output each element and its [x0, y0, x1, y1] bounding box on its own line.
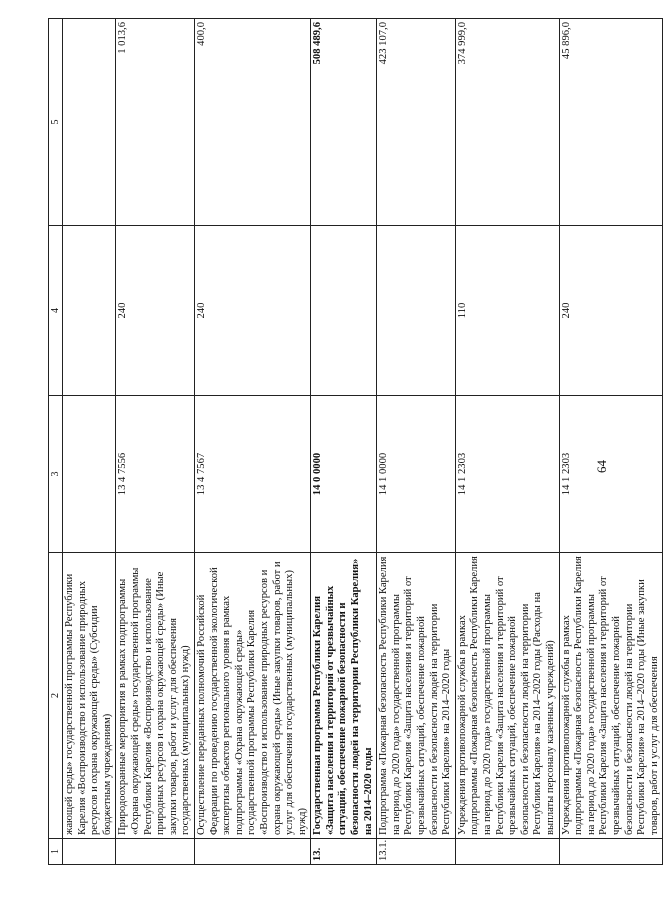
row-expense-group: 240: [559, 226, 663, 396]
row-expense-group: [63, 226, 116, 396]
header-row: [49, 19, 63, 865]
row-expense-group: 110: [455, 226, 559, 396]
header-cell-4: 4: [49, 226, 63, 396]
table-row: [377, 19, 456, 865]
page-number: 64: [594, 460, 609, 473]
row-number: [194, 839, 310, 865]
header-cell-5: 5: [49, 19, 63, 226]
header-cell-3: 3: [49, 396, 63, 553]
budget-table: [48, 18, 663, 865]
row-number: [63, 839, 116, 865]
row-number: [455, 839, 559, 865]
table-row: [194, 19, 310, 865]
row-expense-group: [377, 226, 456, 396]
table-row: [559, 19, 663, 865]
row-expense-group: 240: [116, 226, 195, 396]
table-row: [311, 19, 377, 865]
table-row: [455, 19, 559, 865]
row-description: Осуществление переданных полномочий Российской Федерации по проведению государственной экологической экспертизы объектов регионального уровня в рамках подпрограммы «Охрана окружающей среды» государственной программы Республики Карелия «Воспроизводство и использование природных ресурсов и охрана окружающей среды» (Иные закупки товаров, работ и услуг для обеспечения государственных (муниципальных) нужд): [194, 553, 310, 839]
row-number: 13.: [311, 839, 377, 865]
row-expense-group: 240: [194, 226, 310, 396]
table-body: [63, 19, 663, 865]
row-expense-group: [311, 226, 377, 396]
row-description: Учреждения противопожарной службы в рамках подпрограммы «Пожарная безопасность Республики Карелия на период до 2020 года» государственной программы Республики Карелия «Защита населения и территорий от чрезвычайных ситуаций, обеспечение пожарной безопасности и безопасности людей на территории Республики Карелия» на 2014–2020 годы (Расходы на выплаты персоналу казенных учреждений): [455, 553, 559, 839]
row-target-code: 14 0 0000: [311, 396, 377, 553]
row-description: Учреждения противопожарной службы в рамках подпрограммы «Пожарная безопасность Республики Карелия на период до 2020 года» государственной программы Республики Карелия «Защита населения и территорий от чрезвычайных ситуаций, обеспечение пожарной безопасности и безопасности людей на территории Республики Карелия» на 2014–2020 годы (Иные закупки товаров, работ и услуг для обеспечения: [559, 553, 663, 839]
row-description: жающей среды» государственной программы Республики Карелия «Воспроизводство и использование природных ресурсов и охрана окружающей среды» (Субсидии бюджетным учреждениям): [63, 553, 116, 839]
row-amount: 1 013,6: [116, 19, 195, 226]
table-row: [63, 19, 116, 865]
row-target-code: 13 4 7556: [116, 396, 195, 553]
row-target-code: 13 4 7567: [194, 396, 310, 553]
row-target-code: 14 1 0000: [377, 396, 456, 553]
row-target-code: 14 1 2303: [455, 396, 559, 553]
row-number: [116, 839, 195, 865]
row-amount: [63, 19, 116, 226]
row-target-code: 14 1 2303: [559, 396, 663, 553]
header-cell-2: 2: [49, 553, 63, 839]
row-amount: 374 999,0: [455, 19, 559, 226]
row-description: Государственная программа Республики Карелия «Защита населения и территорий от чрезвычайных ситуаций, обеспечение пожарной безопасности и безопасности людей на территории Республики Карелия» на 2014–2020 годы: [311, 553, 377, 839]
row-amount: 508 489,6: [311, 19, 377, 226]
row-amount: 423 107,0: [377, 19, 456, 226]
row-description: Подпрограмма «Пожарная безопасность Республики Карелия на период до 2020 года» государственной программы Республики Карелия «Защита населения и территорий от чрезвычайных ситуаций, обеспечение пожарной безопасности и безопасности людей на территории Республики Карелия» на 2014–2020 годы: [377, 553, 456, 839]
row-amount: 400,0: [194, 19, 310, 226]
table-row: [116, 19, 195, 865]
row-amount: 45 896,0: [559, 19, 663, 226]
row-number: [559, 839, 663, 865]
row-description: Природоохранные мероприятия в рамках подпрограммы «Охрана окружающей среды» государственной программы Республики Карелия «Воспроизводство и использование природных ресурсов и охрана окружающей среды» (Иные закупки товаров, работ и услуг для обеспечения государственных (муниципальных) нужд): [116, 553, 195, 839]
row-number: 13.1.: [377, 839, 456, 865]
header-cell-1: 1: [49, 839, 63, 865]
row-target-code: [63, 396, 116, 553]
